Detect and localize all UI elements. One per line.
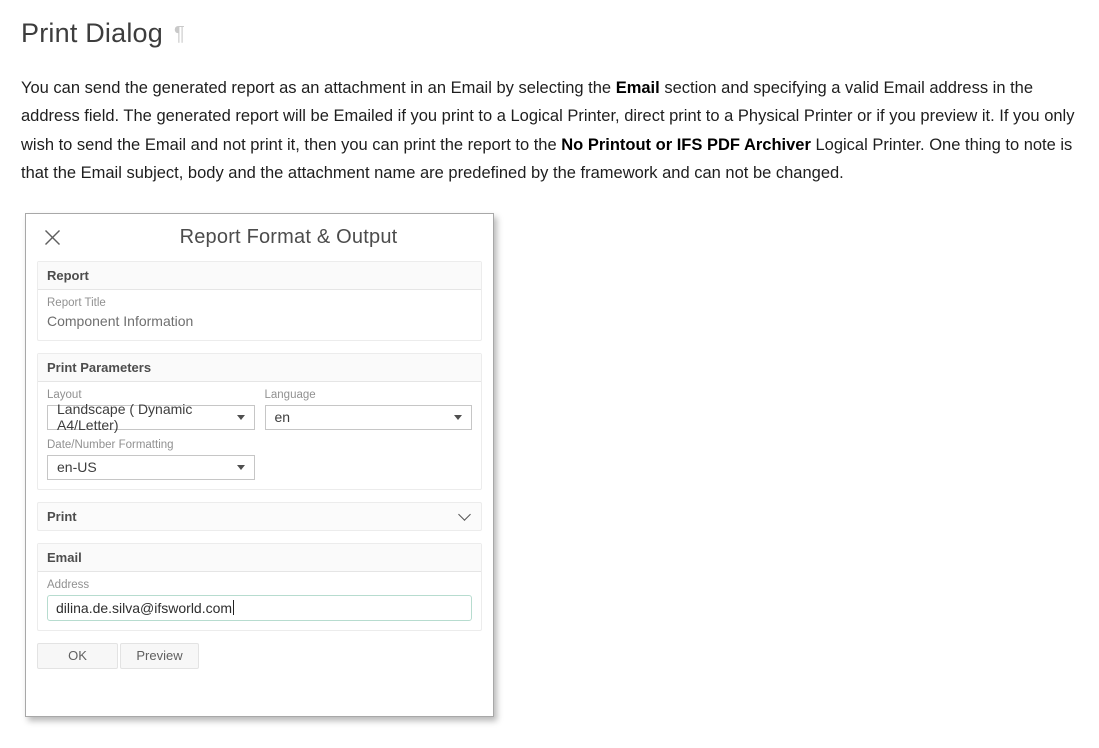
text-caret — [233, 600, 234, 615]
print-parameters-section — [37, 353, 482, 490]
date-number-select[interactable] — [47, 455, 255, 480]
pilcrow-anchor[interactable]: ¶ — [173, 23, 185, 45]
report-section-header: Report — [38, 262, 481, 290]
date-number-selected-value: en-US — [57, 459, 97, 476]
language-field — [265, 387, 473, 430]
page-title — [21, 18, 1078, 49]
dropdown-arrow-icon — [237, 465, 245, 470]
intro-text: You can send the generated report as an attachment in an Email by selecting the — [21, 79, 616, 97]
chevron-down-icon — [458, 508, 471, 521]
dialog-title: Report Format & Output — [179, 225, 398, 248]
layout-field — [47, 387, 255, 434]
email-address-input[interactable] — [47, 595, 472, 621]
report-section-body — [38, 290, 481, 340]
report-title-value: Component Information — [47, 312, 194, 329]
language-label: Language — [264, 388, 316, 401]
date-number-field — [47, 437, 255, 480]
email-section-header: Email — [38, 544, 481, 572]
email-section-body — [38, 572, 481, 630]
close-icon — [44, 229, 61, 246]
print-section-toggle[interactable] — [37, 502, 482, 531]
layout-label: Layout — [47, 388, 82, 401]
ok-button[interactable]: OK — [37, 643, 118, 669]
close-button[interactable] — [41, 226, 63, 248]
page-title-text: Print Dialog — [21, 18, 163, 48]
report-section — [37, 261, 482, 341]
dialog-header — [26, 214, 493, 261]
empty-grid-cell — [265, 437, 473, 480]
date-number-label: Date/Number Formatting — [47, 438, 174, 451]
intro-paragraph — [21, 74, 1078, 188]
email-section — [37, 543, 482, 631]
intro-text: Logical Printer. One thing to note is that the Email subject, body and the attachment name are predefined by the framework and can not be changed. — [21, 135, 1073, 183]
report-format-output-dialog — [25, 213, 494, 717]
preview-button[interactable]: Preview — [120, 643, 199, 669]
layout-select[interactable] — [47, 401, 255, 434]
dropdown-arrow-icon — [454, 415, 462, 420]
intro-text: section and specifying a valid Email address in the address field. The generated report will be Emailed if you print to a Logical Printer, direct print to a Physical Printer or if you preview it. If you only wish to send the Email and not print it, then you can print the report to the — [21, 79, 1075, 154]
print-parameters-body — [38, 382, 481, 489]
email-address-value: dilina.de.silva@ifsworld.com — [56, 599, 233, 616]
intro-bold-email: Email — [615, 79, 660, 97]
language-select[interactable] — [265, 405, 473, 430]
print-section-header: Print — [47, 508, 77, 524]
dropdown-arrow-icon — [237, 415, 245, 420]
report-title-label: Report Title — [47, 296, 106, 309]
layout-selected-value: Landscape ( Dynamic A4/Letter) — [57, 401, 193, 434]
address-label: Address — [47, 578, 90, 591]
intro-bold-printer: No Printout or IFS PDF Archiver — [561, 135, 811, 154]
language-selected-value: en — [274, 409, 291, 426]
print-parameters-header: Print Parameters — [38, 354, 481, 382]
dialog-button-row — [37, 643, 482, 669]
